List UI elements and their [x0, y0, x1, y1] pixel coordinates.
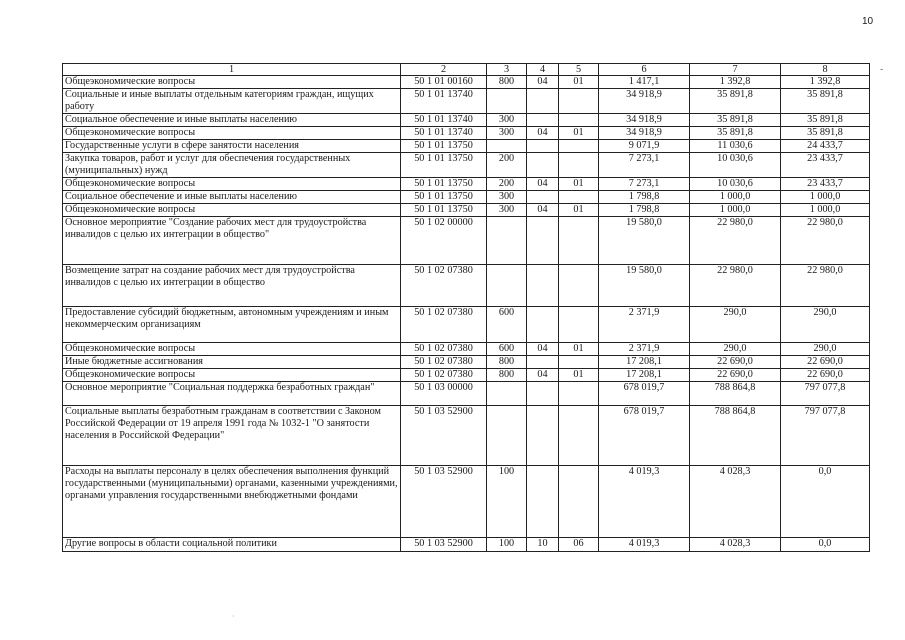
section [527, 191, 559, 204]
target-code: 50 1 01 00160 [401, 76, 487, 89]
value-col8: 22 690,0 [781, 356, 870, 369]
value-col8: 797 077,8 [781, 406, 870, 466]
target-code: 50 1 03 52900 [401, 538, 487, 552]
target-code: 50 1 03 52900 [401, 466, 487, 538]
scan-dot: · [232, 612, 235, 621]
table-row [63, 265, 870, 307]
value-col7: 10 030,6 [690, 153, 781, 178]
value-col8: 797 077,8 [781, 382, 870, 406]
value-col6: 17 208,1 [599, 356, 690, 369]
expense-type: 100 [487, 538, 527, 552]
table-row [63, 382, 870, 406]
value-col8: 24 433,7 [781, 140, 870, 153]
value-col7: 22 980,0 [690, 217, 781, 265]
value-col6: 17 208,1 [599, 369, 690, 382]
value-col8: 23 433,7 [781, 153, 870, 178]
target-code: 50 1 02 07380 [401, 343, 487, 356]
section [527, 382, 559, 406]
value-col6: 2 371,9 [599, 307, 690, 343]
value-col6: 2 371,9 [599, 343, 690, 356]
value-col7: 22 980,0 [690, 265, 781, 307]
table-row [63, 406, 870, 466]
table-row [63, 307, 870, 343]
value-col6: 19 580,0 [599, 217, 690, 265]
item-name: Общеэкономические вопросы [63, 369, 401, 382]
table-row [63, 89, 870, 114]
target-code: 50 1 02 07380 [401, 356, 487, 369]
value-col7: 1 000,0 [690, 204, 781, 217]
section [527, 89, 559, 114]
item-name: Основное мероприятие "Создание рабочих мест для трудоустройства инвалидов с целью их интеграции в общество" [63, 217, 401, 265]
value-col6: 1 798,8 [599, 204, 690, 217]
value-col8: 22 980,0 [781, 217, 870, 265]
expense-type [487, 265, 527, 307]
target-code: 50 1 01 13740 [401, 114, 487, 127]
target-code: 50 1 02 07380 [401, 307, 487, 343]
table-row [63, 204, 870, 217]
subsection [559, 265, 599, 307]
section [527, 406, 559, 466]
value-col6: 678 019,7 [599, 382, 690, 406]
expense-type: 800 [487, 356, 527, 369]
section [527, 114, 559, 127]
value-col8: 35 891,8 [781, 89, 870, 114]
value-col8: 290,0 [781, 343, 870, 356]
page-number: 10 [862, 16, 874, 27]
expense-type [487, 89, 527, 114]
target-code: 50 1 01 13750 [401, 153, 487, 178]
subsection: 06 [559, 538, 599, 552]
item-name: Общеэкономические вопросы [63, 127, 401, 140]
value-col6: 9 071,9 [599, 140, 690, 153]
value-col6: 34 918,9 [599, 89, 690, 114]
item-name: Социальные выплаты безработным гражданам в соответствии с Законом Российской Федерации от 19 апреля 1991 года № 1032-1 "О занятости населения в Российской Федерации" [63, 406, 401, 466]
table-row [63, 369, 870, 382]
value-col8: 22 980,0 [781, 265, 870, 307]
expense-type: 600 [487, 343, 527, 356]
subsection [559, 114, 599, 127]
section: 04 [527, 178, 559, 191]
item-name: Основное мероприятие "Социальная поддержка безработных граждан" [63, 382, 401, 406]
column-header-6: 6 [599, 64, 690, 76]
item-name: Предоставление субсидий бюджетным, автономным учреждениям и иным некоммерческим организациям [63, 307, 401, 343]
item-name: Социальное обеспечение и иные выплаты населению [63, 191, 401, 204]
section [527, 466, 559, 538]
subsection [559, 191, 599, 204]
target-code: 50 1 01 13750 [401, 178, 487, 191]
value-col6: 678 019,7 [599, 406, 690, 466]
table-row [63, 356, 870, 369]
budget-table [62, 63, 870, 552]
expense-type [487, 382, 527, 406]
table-row [63, 191, 870, 204]
item-name: Общеэкономические вопросы [63, 178, 401, 191]
subsection [559, 466, 599, 538]
item-name: Социальное обеспечение и иные выплаты населению [63, 114, 401, 127]
target-code: 50 1 01 13750 [401, 204, 487, 217]
expense-type [487, 217, 527, 265]
value-col7: 788 864,8 [690, 382, 781, 406]
section [527, 265, 559, 307]
value-col7: 290,0 [690, 307, 781, 343]
value-col7: 1 392,8 [690, 76, 781, 89]
table-row [63, 343, 870, 356]
subsection [559, 89, 599, 114]
column-header-5: 5 [559, 64, 599, 76]
section: 04 [527, 76, 559, 89]
section: 04 [527, 127, 559, 140]
value-col6: 1 417,1 [599, 76, 690, 89]
value-col7: 1 000,0 [690, 191, 781, 204]
target-code: 50 1 02 00000 [401, 217, 487, 265]
expense-type: 100 [487, 466, 527, 538]
table-row [63, 538, 870, 552]
value-col8: 35 891,8 [781, 127, 870, 140]
expense-type: 800 [487, 76, 527, 89]
item-name: Социальные и иные выплаты отдельным категориям граждан, ищущих работу [63, 89, 401, 114]
target-code: 50 1 01 13740 [401, 127, 487, 140]
subsection: 01 [559, 343, 599, 356]
table-row [63, 76, 870, 89]
table-row [63, 114, 870, 127]
value-col7: 4 028,3 [690, 466, 781, 538]
subsection: 01 [559, 127, 599, 140]
column-header-3: 3 [487, 64, 527, 76]
value-col7: 10 030,6 [690, 178, 781, 191]
expense-type: 300 [487, 127, 527, 140]
table-row [63, 127, 870, 140]
target-code: 50 1 01 13740 [401, 89, 487, 114]
value-col8: 35 891,8 [781, 114, 870, 127]
target-code: 50 1 03 00000 [401, 382, 487, 406]
item-name: Общеэкономические вопросы [63, 76, 401, 89]
value-col8: 22 690,0 [781, 369, 870, 382]
column-header-8: 8 [781, 64, 870, 76]
subsection [559, 217, 599, 265]
value-col7: 22 690,0 [690, 356, 781, 369]
item-name: Общеэкономические вопросы [63, 204, 401, 217]
table-row [63, 153, 870, 178]
expense-type [487, 406, 527, 466]
value-col8: 23 433,7 [781, 178, 870, 191]
subsection [559, 382, 599, 406]
section [527, 140, 559, 153]
section: 04 [527, 369, 559, 382]
expense-type: 300 [487, 191, 527, 204]
value-col8: 0,0 [781, 538, 870, 552]
table-row [63, 140, 870, 153]
column-header-2: 2 [401, 64, 487, 76]
value-col7: 788 864,8 [690, 406, 781, 466]
value-col8: 290,0 [781, 307, 870, 343]
value-col7: 22 690,0 [690, 369, 781, 382]
target-code: 50 1 02 07380 [401, 265, 487, 307]
value-col6: 34 918,9 [599, 114, 690, 127]
value-col6: 19 580,0 [599, 265, 690, 307]
target-code: 50 1 01 13750 [401, 140, 487, 153]
subsection [559, 153, 599, 178]
expense-type: 800 [487, 369, 527, 382]
value-col7: 4 028,3 [690, 538, 781, 552]
header-row [63, 64, 870, 76]
column-header-7: 7 [690, 64, 781, 76]
expense-type [487, 140, 527, 153]
value-col6: 4 019,3 [599, 466, 690, 538]
value-col7: 35 891,8 [690, 114, 781, 127]
item-name: Закупка товаров, работ и услуг для обеспечения государственных (муниципальных) нужд [63, 153, 401, 178]
expense-type: 600 [487, 307, 527, 343]
expense-type: 200 [487, 178, 527, 191]
section: 04 [527, 204, 559, 217]
section: 04 [527, 343, 559, 356]
table-row [63, 178, 870, 191]
section [527, 356, 559, 369]
section [527, 217, 559, 265]
table-row [63, 466, 870, 538]
expense-type: 300 [487, 204, 527, 217]
value-col7: 11 030,6 [690, 140, 781, 153]
subsection [559, 356, 599, 369]
section: 10 [527, 538, 559, 552]
value-col8: 1 000,0 [781, 204, 870, 217]
subsection: 01 [559, 369, 599, 382]
value-col6: 7 273,1 [599, 153, 690, 178]
target-code: 50 1 01 13750 [401, 191, 487, 204]
subsection: 01 [559, 76, 599, 89]
expense-type: 200 [487, 153, 527, 178]
target-code: 50 1 03 52900 [401, 406, 487, 466]
value-col8: 1 392,8 [781, 76, 870, 89]
column-header-4: 4 [527, 64, 559, 76]
value-col6: 34 918,9 [599, 127, 690, 140]
item-name: Другие вопросы в области социальной политики [63, 538, 401, 552]
item-name: Возмещение затрат на создание рабочих мест для трудоустройства инвалидов с целью их интеграции в общество [63, 265, 401, 307]
value-col6: 4 019,3 [599, 538, 690, 552]
value-col8: 0,0 [781, 466, 870, 538]
item-name: Расходы на выплаты персоналу в целях обеспечения выполнения функций государственными (муниципальными) органами, казенными учреждениями, органами управления государственными внебюджетными фондами [63, 466, 401, 538]
subsection [559, 307, 599, 343]
section [527, 307, 559, 343]
value-col6: 7 273,1 [599, 178, 690, 191]
value-col7: 290,0 [690, 343, 781, 356]
item-name: Иные бюджетные ассигнования [63, 356, 401, 369]
subsection [559, 140, 599, 153]
subsection [559, 406, 599, 466]
column-header-1: 1 [63, 64, 401, 76]
item-name: Государственные услуги в сфере занятости населения [63, 140, 401, 153]
subsection: 01 [559, 204, 599, 217]
item-name: Общеэкономические вопросы [63, 343, 401, 356]
value-col7: 35 891,8 [690, 89, 781, 114]
expense-type: 300 [487, 114, 527, 127]
target-code: 50 1 02 07380 [401, 369, 487, 382]
margin-mark: - [880, 64, 884, 75]
value-col6: 1 798,8 [599, 191, 690, 204]
value-col7: 35 891,8 [690, 127, 781, 140]
value-col8: 1 000,0 [781, 191, 870, 204]
table-row [63, 217, 870, 265]
subsection: 01 [559, 178, 599, 191]
section [527, 153, 559, 178]
